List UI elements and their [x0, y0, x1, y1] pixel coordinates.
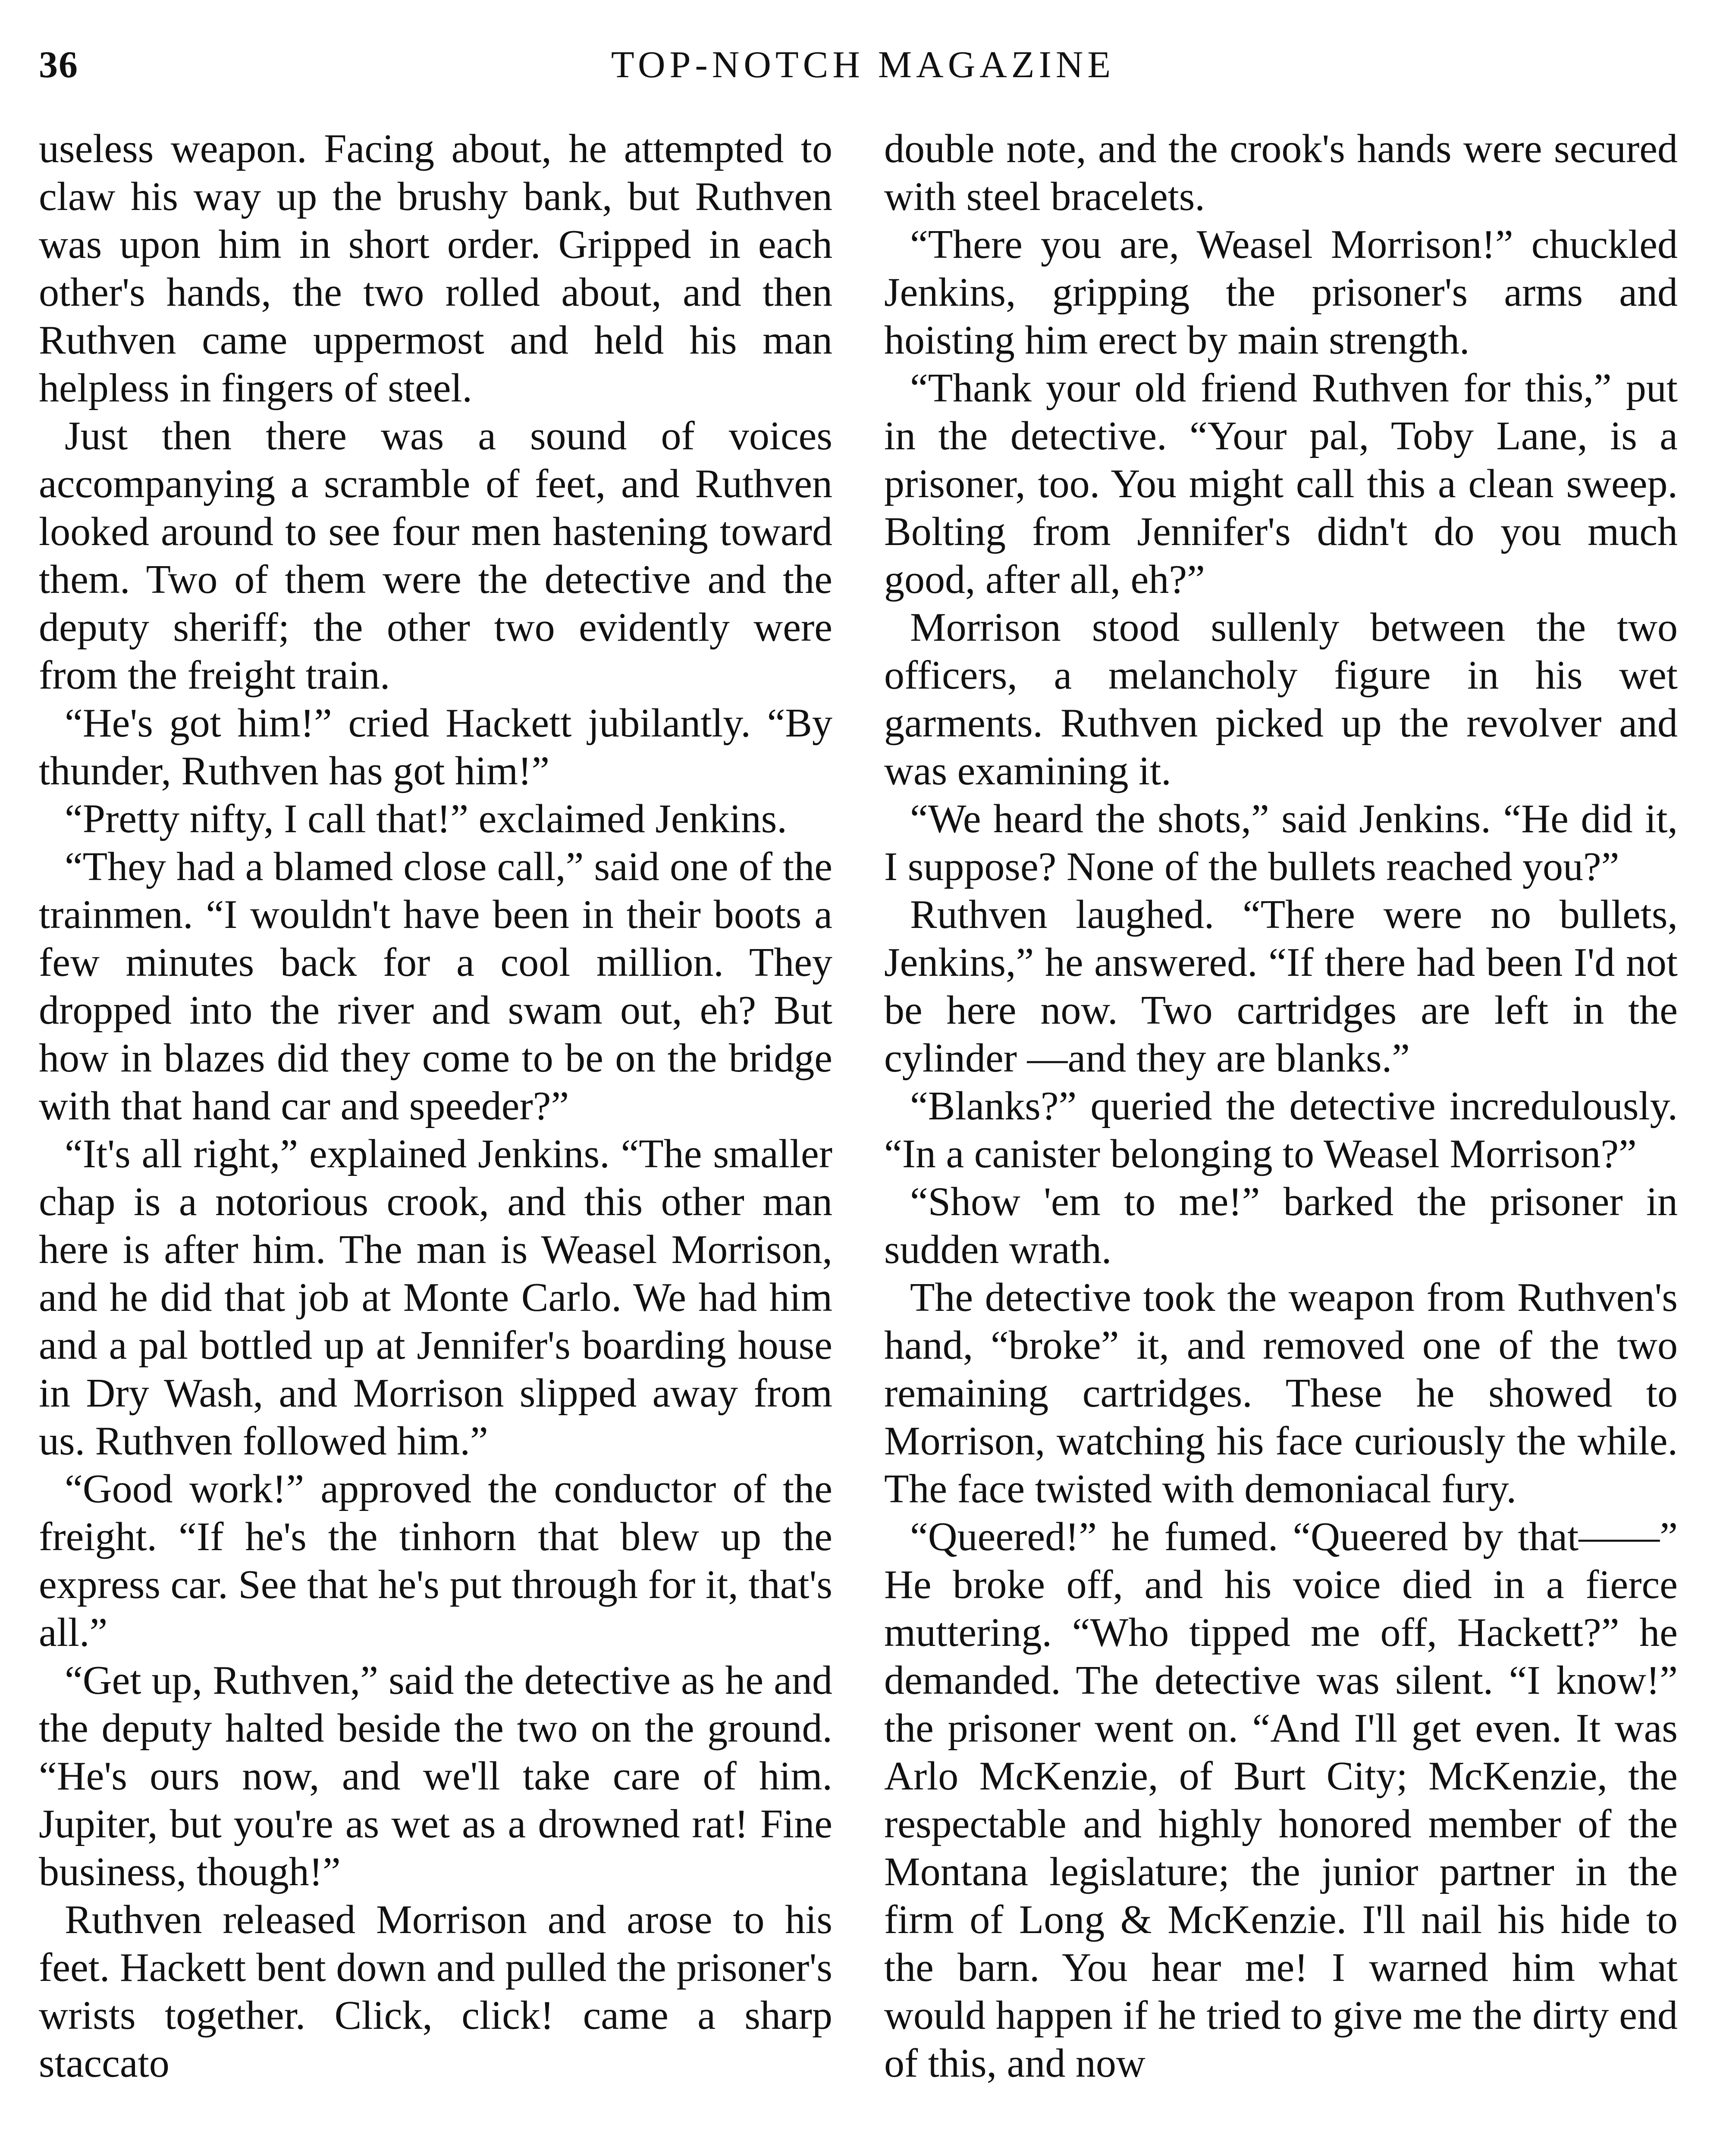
- paragraph: Just then there was a sound of voices accompanying a scramble of feet, and Ruthven looked around to see four men hastening toward them. Two of them were the detective and the deputy sheriff; the other two evidently were from the freight train.: [39, 414, 832, 698]
- paragraph: “Good work!” approved the conductor of the freight. “If he's the tinhorn that blew up the express car. See that he's put through for it, that's all.”: [39, 1467, 832, 1655]
- paragraph: “He's got him!” cried Hackett jubilantly. “By thunder, Ruthven has got him!”: [39, 701, 832, 793]
- paragraph: Ruthven released Morrison and arose to his feet. Hackett bent down and pulled the prisoner's wrists together. Click, click! came a sharp staccato: [39, 1897, 832, 2086]
- paragraph: Ruthven laughed. “There were no bullets, Jenkins,” he answered. “If there had been I'd not be here now. Two cartridges are left in the cylinder —and they are blanks.”: [884, 892, 1678, 1081]
- paragraph: “Queered!” he fumed. “Queered by that——” He broke off, and his voice died in a fierce muttering. “Who tipped me off, Hackett?” he demanded. The detective was silent. “I know!” the prisoner went on. “And I'll get even. It was Arlo McKenzie, of Burt City; McKenzie, the respectable and highly honored member of the Montana legislature; the junior partner in the firm of Long & McKenzie. I'll nail his hide to the barn. You hear me! I warned him what would happen if he tried to give me the dirty end of this, and now: [884, 1514, 1678, 2086]
- page-number: 36: [39, 44, 78, 86]
- paragraph: useless weapon. Facing about, he attempted to claw his way up the brushy bank, but Ruthven was upon him in short order. Gripped in each other's hands, the two rolled about, and then Ruthven came uppermost and held his man helpless in fingers of steel.: [39, 126, 832, 411]
- paragraph: “We heard the shots,” said Jenkins. “He did it, I suppose? None of the bullets reached you?”: [884, 796, 1678, 889]
- left-column: [39, 125, 832, 2156]
- paragraph: “Pretty nifty, I call that!” exclaimed Jenkins.: [65, 796, 787, 841]
- paragraph: The detective took the weapon from Ruthven's hand, “broke” it, and removed one of the two remaining cartridges. These he showed to Morrison, watching his face curiously the while. The face twisted with demoniacal fury.: [884, 1275, 1678, 1511]
- paragraph: double note, and the crook's hands were secured with steel bracelets.: [884, 126, 1678, 219]
- paragraph: “Blanks?” queried the detective incredulously. “In a canister belonging to Weasel Morrison?”: [884, 1084, 1678, 1176]
- paragraph: “Thank your old friend Ruthven for this,” put in the detective. “Your pal, Toby Lane, is a prisoner, too. You might call this a clean sweep. Bolting from Jennifer's didn't do you much good, after all, eh?”: [884, 366, 1678, 602]
- paragraph: Morrison stood sullenly between the two officers, a melancholy figure in his wet garments. Ruthven picked up the revolver and was examining it.: [884, 605, 1678, 793]
- paragraph: “There you are, Weasel Morrison!” chuckled Jenkins, gripping the prisoner's arms and hoisting him erect by main strength.: [884, 222, 1678, 363]
- right-column: [884, 125, 1678, 2156]
- running-head: TOP-NOTCH MAGAZINE: [611, 44, 1115, 86]
- paragraph: “It's all right,” explained Jenkins. “The smaller chap is a notorious crook, and this other man here is after him. The man is Weasel Morrison, and he did that job at Monte Carlo. We had him and a pal bottled up at Jennifer's boarding house in Dry Wash, and Morrison slipped away from us. Ruthven followed him.”: [39, 1131, 832, 1463]
- paragraph: “They had a blamed close call,” said one of the trainmen. “I wouldn't have been in their boots a few minutes back for a cool million. They dropped into the river and swam out, eh? But how in blazes did they come to be on the bridge with that hand car and speeder?”: [39, 844, 832, 1128]
- paragraph: “Get up, Ruthven,” said the detective as he and the deputy halted beside the two on the ground. “He's ours now, and we'll take care of him. Jupiter, but you're as wet as a drowned rat! Fine business, though!”: [39, 1658, 832, 1894]
- paragraph: “Show 'em to me!” barked the prisoner in sudden wrath.: [884, 1179, 1678, 1272]
- page-header: [35, 30, 1691, 95]
